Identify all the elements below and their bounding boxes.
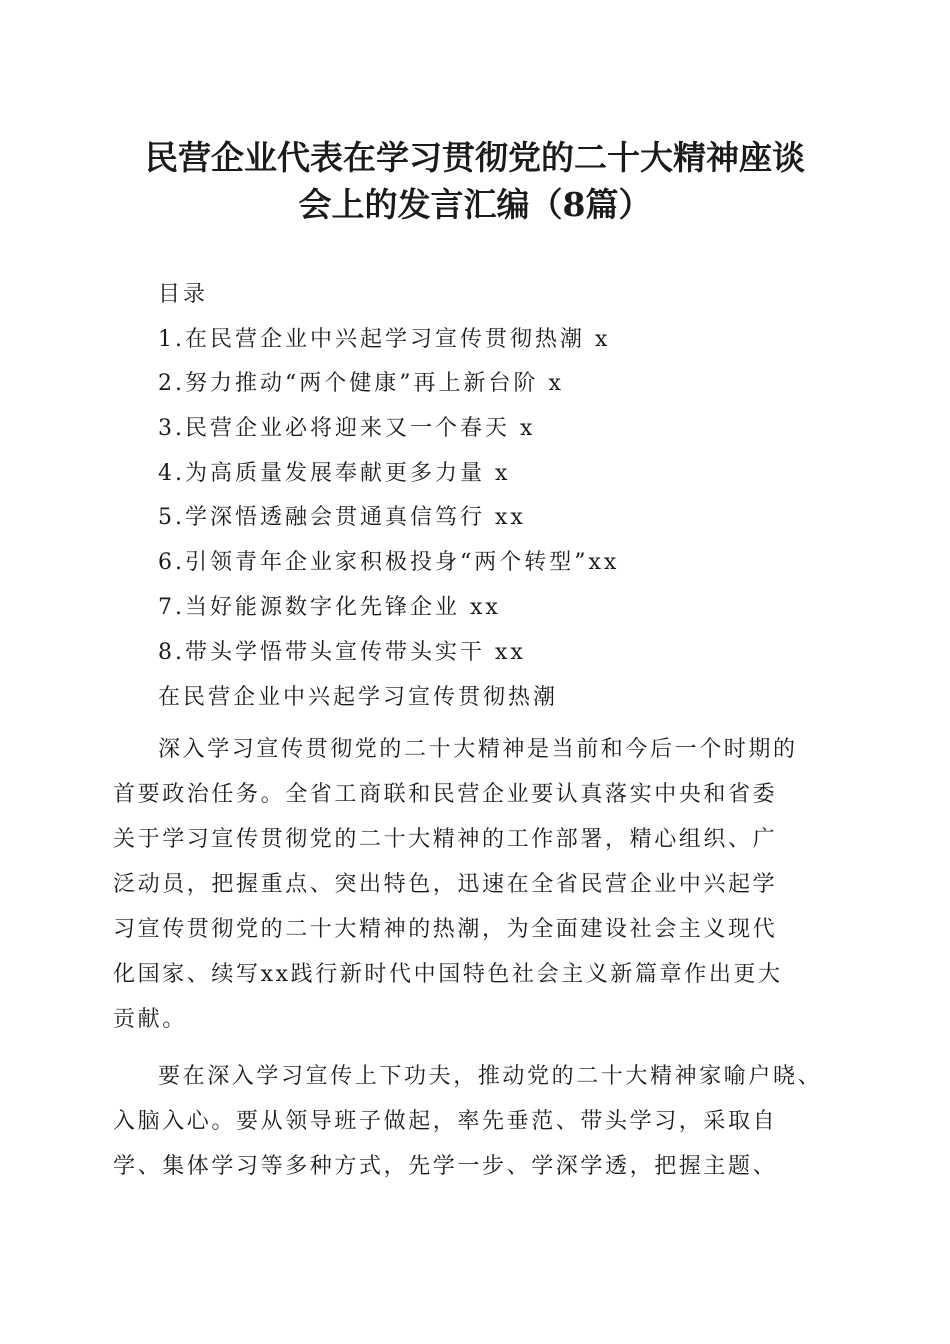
toc-item-2: 2.努力推动“两个健康”再上新台阶 x [158,371,564,397]
paragraph-1 [113,727,838,1042]
paragraph-line: 关于学习宣传贯彻党的二十大精神的工作部署，精心组织、广 [113,827,778,852]
paragraph-line: 泛动员，把握重点、突出特色，迅速在全省民营企业中兴起学 [113,872,778,897]
toc-item-3: 3.民营企业必将迎来又一个春天 x [158,416,536,442]
section-heading: 在民营企业中兴起学习宣传贯彻热潮 [158,685,559,710]
paragraph-2 [113,1054,838,1189]
table-of-contents [158,280,838,682]
paragraph-line: 习宣传贯彻党的二十大精神的热潮，为全面建设社会主义现代 [113,917,778,942]
paragraph-line: 要在深入学习宣传上下功夫，推动党的二十大精神家喻户晓、 [158,1064,823,1089]
toc-item-8: 8.带头学悟带头宣传带头实干 xx [158,639,526,665]
paragraph-line: 贡献。 [113,1007,187,1032]
body-text [113,727,838,1201]
paragraph-line: 首要政治任务。全省工商联和民营企业要认真落实中央和省委 [113,782,778,807]
paragraph-line: 学、集体学习等多种方式，先学一步、学深学透，把握主题、 [113,1154,778,1179]
toc-heading: 目录 [158,282,209,307]
toc-item-6: 6.引领青年企业家积极投身“两个转型”xx [158,550,620,576]
document-title [100,134,850,228]
paragraph-line: 深入学习宣传贯彻党的二十大精神是当前和今后一个时期的 [158,737,798,762]
toc-item-7: 7.当好能源数字化先锋企业 xx [158,594,501,620]
toc-item-4: 4.为高质量发展奉献更多力量 x [158,460,511,486]
title-line-2: 会上的发言汇编（8篇） [298,185,652,224]
paragraph-line: 入脑入心。要从领导班子做起，率先垂范、带头学习，采取自 [113,1109,778,1134]
title-line-1: 民营企业代表在学习贯彻党的二十大精神座谈 [145,138,805,177]
paragraph-line: 化国家、续写xx践行新时代中国特色社会主义新篇章作出更大 [113,962,783,987]
toc-item-1: 1.在民营企业中兴起学习宣传贯彻热潮 x [158,326,611,352]
toc-item-5: 5.学深悟透融会贯通真信笃行 xx [158,505,526,531]
